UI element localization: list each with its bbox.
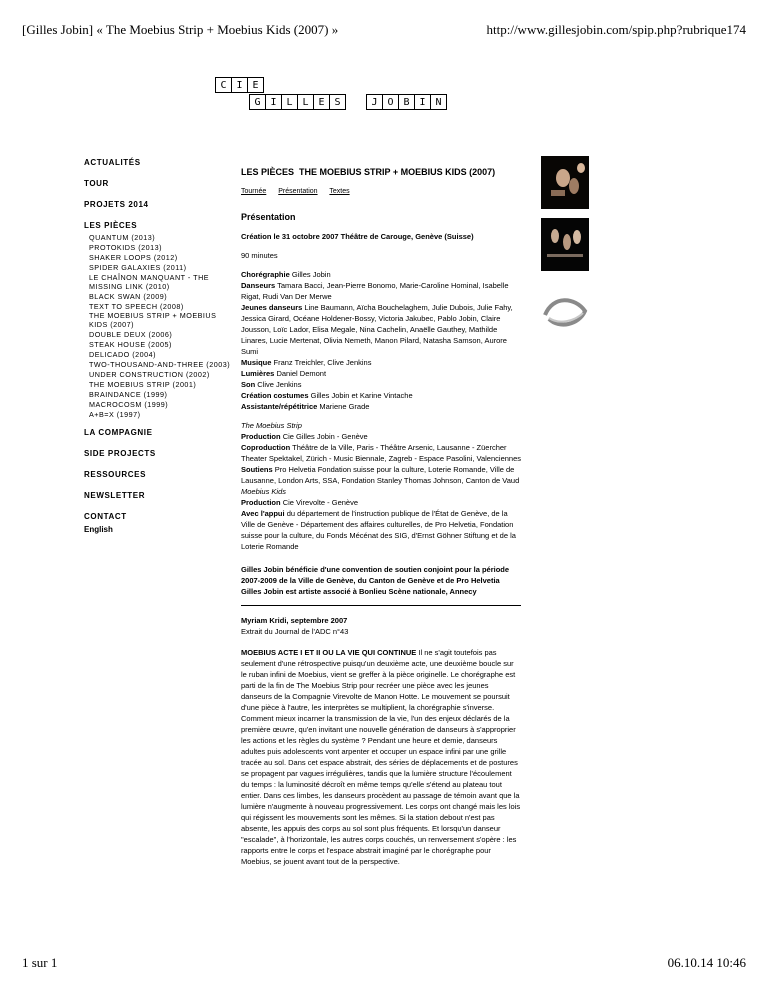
main-nav bbox=[84, 158, 234, 533]
tabs bbox=[241, 186, 521, 197]
article-text: Il ne s'agit toutefois pas seulement d'une rétrospective puisqu'un deuxième acte, une deuxième boucle sur le ruban infini de Moebius, vient se greffer à la pièce originelle. Le chorégraphe est parti de la fin de The Moebius Strip pour recréer une pièce avec les jeunes danseurs de la Compagnie Virevolte de Manon Hotte. Le mouvement se poursuit d'une pièce à l'autre, les interprètes se multiplient, la chorégraphie s'inverse. Comment mieux incarner la transmission de la vie, l'un des enjeux déclarés de la première œuvre, qu'en invitant une nouvelle génération de danseurs à s'approprier les actions et les règles du système ? Pendant une heure et demie, danseurs adultes puis adolescents vont arpenter et occuper un espace infini par une grille tracée au sol. Dans cet espace abstrait, des séries de déplacements et de postures se propagent par vagues irrégulières, tandis que la lumière structure l'écoulement du temps : la luminosité décroît en même temps qu'elle s'étend au plateau tout entier. Dans ces limbes, les danseurs procèdent au passage de témoin avant que la lumière n'augmente à nouveau progressivement. Les corps ont changé mais les lois qui régissent les mouvements sont les mêmes. Si la station debout n'est pas absente, les appuis des corps au sol sont plus fréquents. Et lorsqu'un danseur "escalade", à l'horizontale, les autres corps couchés, un renversement s'opère : les rapports entre le corps et l'espace abstrait imaginé par le chorégraphe pour Moebius, se jouent avant tout de la perspective. bbox=[241, 648, 521, 866]
nav-piece-item[interactable]: A+B=X (1997) bbox=[89, 409, 141, 419]
nav-tour[interactable]: TOUR bbox=[84, 179, 109, 188]
article-source: Extrait du Journal de l'ADC n°43 bbox=[241, 627, 349, 636]
nav-projets-2014[interactable]: PROJETS 2014 bbox=[84, 200, 149, 209]
language-link-english[interactable]: English bbox=[84, 525, 113, 534]
nav-piece-item[interactable]: LE CHAÎNON MANQUANT - THE MISSING LINK (2010) bbox=[89, 272, 210, 291]
nav-side-projects[interactable]: SIDE PROJECTS bbox=[84, 448, 156, 458]
credit-label: Chorégraphie bbox=[241, 270, 290, 279]
logo-letter: N bbox=[430, 94, 447, 110]
duration: 90 minutes bbox=[241, 251, 278, 260]
page-title-piece: THE MOEBIUS STRIP + MOEBIUS KIDS (2007) bbox=[299, 167, 496, 177]
performance-photo[interactable] bbox=[541, 218, 589, 271]
credit-text: Tamara Bacci, Jean-Pierre Bonomo, Marie-Caroline Hominal, Isabelle Rigat, Rudi Van Der Merwe bbox=[241, 281, 509, 301]
nav-piece-item[interactable]: BLACK SWAN (2009) bbox=[89, 291, 168, 301]
nav-pieces-list bbox=[89, 234, 234, 420]
divider bbox=[241, 605, 521, 606]
logo-letter: O bbox=[382, 94, 399, 110]
credit-label: Danseurs bbox=[241, 281, 276, 290]
credit-label: Lumières bbox=[241, 369, 275, 378]
nav-piece-item[interactable]: TWO-THOUSAND-AND-THREE (2003) bbox=[89, 360, 231, 370]
article-author: Myriam Kridi, septembre 2007 bbox=[241, 616, 348, 625]
credit-label: Production bbox=[241, 498, 281, 507]
logo-letter: C bbox=[215, 77, 232, 93]
credits bbox=[241, 269, 521, 412]
print-header-title: [Gilles Jobin] « The Moebius Strip + Moebius Kids (2007) » bbox=[22, 22, 339, 37]
credit-text: Mariene Grade bbox=[319, 402, 370, 411]
nav-ressources[interactable]: RESSOURCES bbox=[84, 469, 147, 479]
credit-text: Franz Treichler, Clive Jenkins bbox=[273, 358, 372, 367]
nav-piece-item[interactable]: PROTOKIDS (2013) bbox=[89, 242, 162, 252]
credit-text: Théâtre de la Ville, Paris - Théâtre Arsenic, Lausanne - Züercher Theater Spektakel, Zürich - Music Biennale, Zagreb - Espace Pasolini, Valenciennes bbox=[241, 443, 522, 463]
credit-label: Avec l'appui bbox=[241, 509, 285, 518]
nav-piece-item-current[interactable]: THE MOEBIUS STRIP + MOEBIUS KIDS (2007) bbox=[89, 311, 217, 330]
credit-text: du département de l'instruction publique de l'État de Genève, de la Ville de Genève - Département des affaires culturelles, de Pro Helvetia, Fondation suisse pour la culture, du Fonds Mécénat des SIG, d'Ernst Göhner Stiftung et de la Loterie Romande bbox=[241, 509, 516, 551]
logo-letter: I bbox=[265, 94, 282, 110]
nav-piece-item[interactable]: UNDER CONSTRUCTION (2002) bbox=[89, 370, 210, 379]
nav-piece-item[interactable]: DELICADO (2004) bbox=[89, 350, 157, 360]
credit-text: Pro Helvetia Fondation suisse pour la culture, Loterie Romande, Ville de Lausanne, London Arts, SSA, Fondation Stanley Thomas Johnson, Canton de Vaud bbox=[241, 465, 520, 485]
logo-letter: J bbox=[366, 94, 383, 110]
print-footer-page: 1 sur 1 bbox=[22, 955, 58, 970]
nav-piece-item[interactable]: QUANTUM (2013) bbox=[89, 233, 156, 242]
logo-cie[interactable] bbox=[215, 77, 263, 93]
logo-letter: I bbox=[231, 77, 248, 93]
nav-newsletter[interactable]: NEWSLETTER bbox=[84, 490, 146, 500]
associate-note: Gilles Jobin est artiste associé à Bonlieu Scène nationale, Annecy bbox=[241, 587, 477, 596]
credit-label: Production bbox=[241, 432, 281, 441]
credit-label: Jeunes danseurs bbox=[241, 303, 303, 312]
logo-letter: L bbox=[281, 94, 298, 110]
logo-letter: S bbox=[329, 94, 346, 110]
creation-line: Création le 31 octobre 2007 Théâtre de Carouge, Genève (Suisse) bbox=[241, 232, 474, 241]
credit-label: Soutiens bbox=[241, 465, 273, 474]
logo-letter: G bbox=[249, 94, 266, 110]
credit-text: Gilles Jobin bbox=[291, 270, 331, 279]
nav-la-compagnie[interactable]: LA COMPAGNIE bbox=[84, 427, 153, 437]
moebius-strip-image[interactable] bbox=[541, 285, 589, 338]
nav-piece-item[interactable]: STEAK HOUSE (2005) bbox=[89, 340, 172, 350]
credit-label: Son bbox=[241, 380, 256, 389]
credit-text: Gilles Jobin et Karine Vintache bbox=[310, 391, 413, 400]
page-title bbox=[241, 167, 521, 178]
logo-letter: E bbox=[313, 94, 330, 110]
credit-label: Musique bbox=[241, 358, 272, 367]
main-content bbox=[241, 167, 521, 875]
prod-title-moebius-kids: Moebius Kids bbox=[241, 487, 287, 496]
prod-title-moebius-strip: The Moebius Strip bbox=[241, 421, 302, 430]
nav-les-pieces[interactable]: LES PIÈCES bbox=[84, 221, 138, 230]
article-lead: MOEBIUS ACTE I ET II OU LA VIE QUI CONTINUE bbox=[241, 648, 417, 657]
nav-piece-item[interactable]: TEXT TO SPEECH (2008) bbox=[89, 301, 184, 311]
tab-tournee[interactable]: Tournée bbox=[241, 188, 267, 195]
credit-text: Clive Jenkins bbox=[257, 380, 302, 389]
tab-presentation[interactable]: Présentation bbox=[278, 188, 318, 195]
nav-piece-item[interactable]: MACROCOSM (1999) bbox=[89, 399, 169, 409]
convention-note: Gilles Jobin bénéficie d'une convention de soutien conjoint pour la période 2007-2009 de la Ville de Genève, du Canton de Genève et de Pro Helvetia bbox=[241, 565, 510, 585]
nav-piece-item[interactable]: SHAKER LOOPS (2012) bbox=[89, 252, 178, 262]
logo-letter: I bbox=[414, 94, 431, 110]
logo-letter: L bbox=[297, 94, 314, 110]
logo-jobin[interactable] bbox=[366, 94, 446, 110]
performance-photo[interactable] bbox=[541, 156, 589, 209]
article-body bbox=[241, 647, 521, 867]
logo-letter: E bbox=[247, 77, 264, 93]
page-title-prefix: LES PIÈCES bbox=[241, 167, 295, 177]
credit-label: Coproduction bbox=[241, 443, 291, 452]
credit-text: Cie Virevolte - Genève bbox=[282, 498, 359, 507]
logo-letter: B bbox=[398, 94, 415, 110]
production-credits bbox=[241, 420, 521, 552]
nav-piece-item[interactable]: SPIDER GALAXIES (2011) bbox=[89, 262, 187, 272]
nav-piece-item[interactable]: DOUBLE DEUX (2006) bbox=[89, 330, 173, 340]
nav-actualites[interactable]: ACTUALITÉS bbox=[84, 158, 141, 167]
tab-textes[interactable]: Textes bbox=[329, 188, 350, 195]
section-heading: Présentation bbox=[241, 212, 296, 222]
nav-contact[interactable]: CONTACT bbox=[84, 511, 127, 521]
nav-piece-item[interactable]: BRAINDANCE (1999) bbox=[89, 389, 168, 399]
print-footer-datetime: 06.10.14 10:46 bbox=[667, 955, 746, 970]
print-header-url[interactable]: http://www.gillesjobin.com/spip.php?rubrique174 bbox=[486, 22, 746, 37]
nav-piece-item[interactable]: THE MOEBIUS STRIP (2001) bbox=[89, 379, 197, 389]
credit-text: Cie Gilles Jobin - Genève bbox=[282, 432, 368, 441]
logo-gilles[interactable] bbox=[249, 94, 345, 110]
credit-text: Daniel Demont bbox=[276, 369, 327, 378]
credit-text: Line Baumann, Aïcha Bouchelaghem, Julie Dubois, Julie Fahy, Jessica Girard, Océane Holdener-Bossy, Victoria Jakubec, Pablo Jobin, Claire Jousson, Loïc Lador, Elisa Megale, Nina Cachelin, Anaëlle Gauthey, Mathilde Linares, Lucie Mertenat, Olivia Nemeth, Manon Pilard, Natasha Samson, Aurore Sumi bbox=[241, 303, 513, 356]
credit-label: Création costumes bbox=[241, 391, 309, 400]
credit-label: Assistante/répétitrice bbox=[241, 402, 318, 411]
